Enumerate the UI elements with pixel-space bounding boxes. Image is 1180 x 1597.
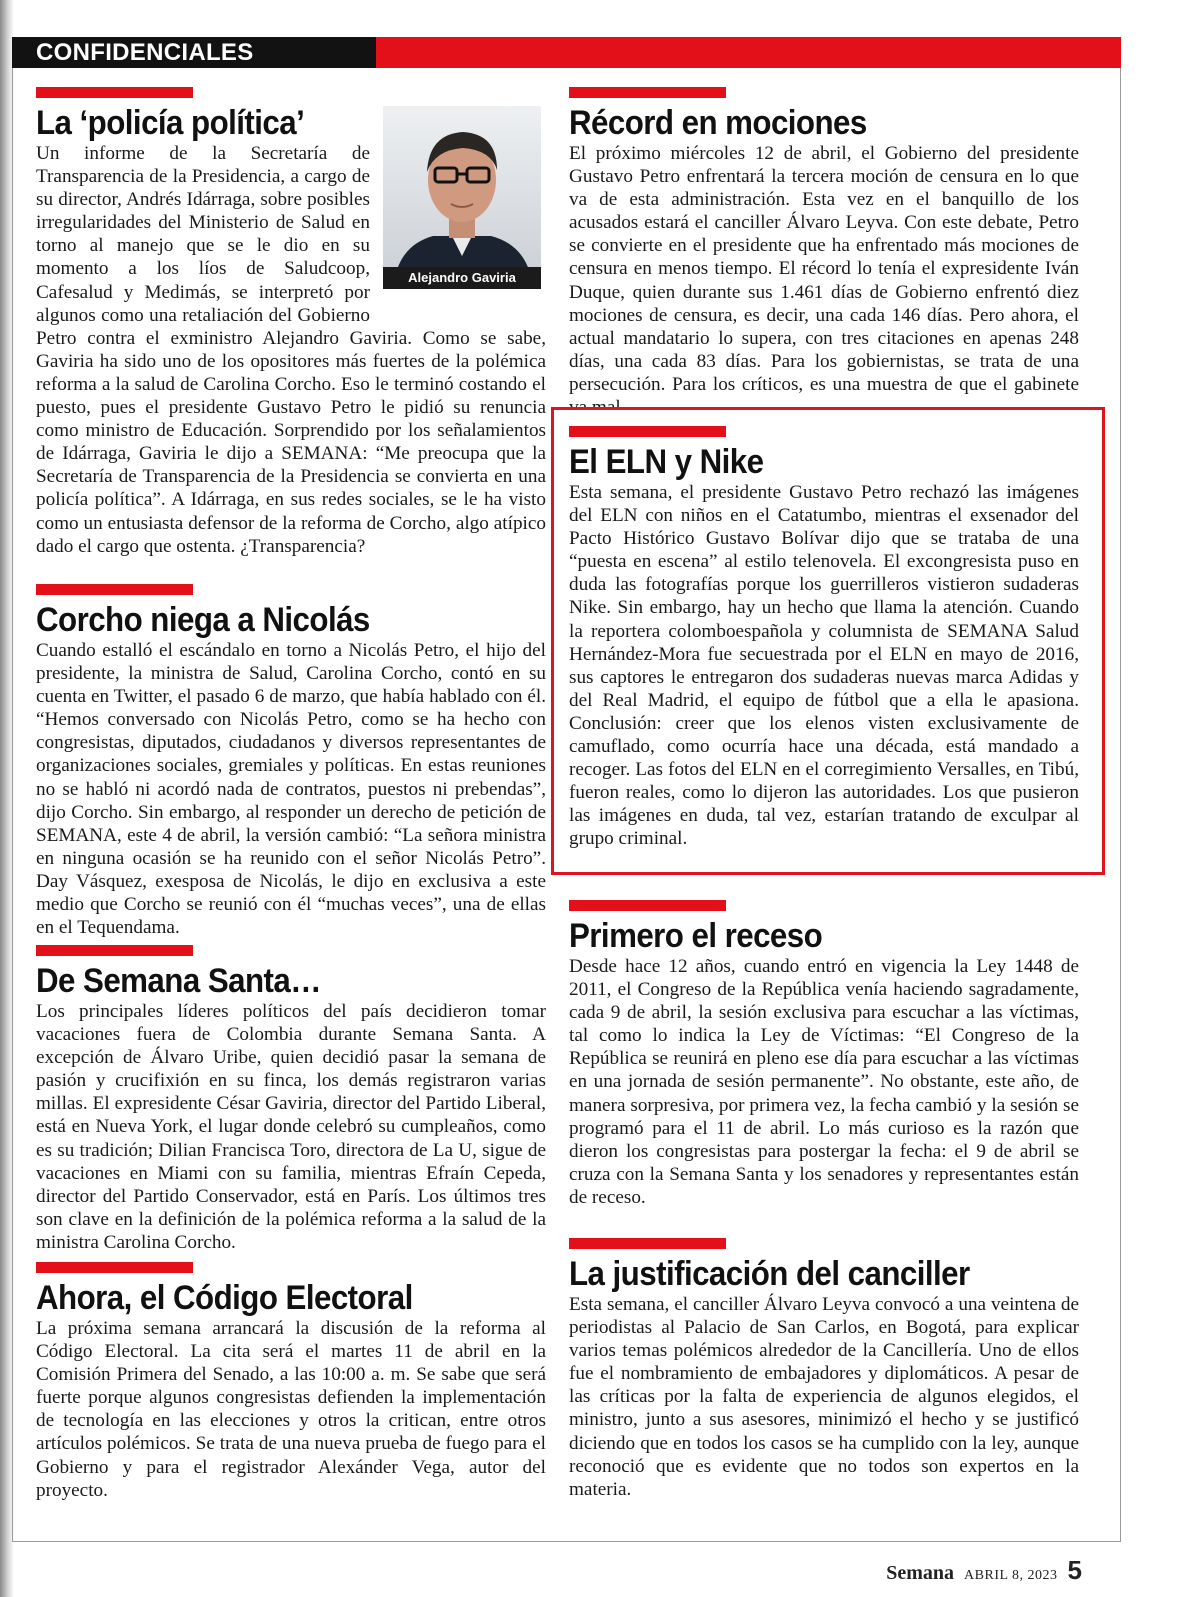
article-accent-bar: [36, 87, 193, 98]
photo-caption: Alejandro Gaviria: [383, 267, 541, 289]
article-accent-bar: [569, 87, 726, 98]
article-accent-bar: [36, 584, 193, 595]
article-semana-santa: [36, 945, 546, 1254]
article-body: Cuando estalló el escándalo en torno a Nicolás Petro, el hijo del presidente, la ministra de Salud, Carolina Corcho, contó en su cuenta en Twitter, el pasado 6 de marzo, que había hablado con él. “Hemos conversado con Nicolás Petro, como se ha hecho con congresistas, diputados, ciudadanos y diversos representantes de organizaciones sociales, gremiales y políticas. En estas reuniones no se habló ni acordó nada de contratos, puestos ni prebendas”, dijo Corcho. Sin embargo, al responder un derecho de petición de SEMANA, este 4 de abril, la versión cambió: “La señora ministra en ninguna ocasión se ha reunido con el señor Nicolás Petro”. Day Vásquez, exesposa de Nicolás, le dijo en exclusiva a este medio que Corcho se reunió con él “muchas veces”, una de ellas en el Tequendama.: [36, 640, 546, 939]
magazine-name: Semana: [886, 1562, 955, 1584]
article-canciller: [569, 1238, 1079, 1501]
issue-date: ABRIL 8, 2023: [964, 1568, 1058, 1583]
portrait-illustration: [383, 106, 541, 289]
article-body: Esta semana, el presidente Gustavo Petro rechazó las imágenes del ELN con niños en el Catatumbo, mientras el exsenador del Pacto Histórico Gustavo Bolívar dijo que se trataba de una “puesta en escena” al estilo telenovela. El excongresista puso en duda las fotografías porque los guerrilleros vistieron sudaderas Nike. Sin embargo, hay un hecho que llama la atención. Cuando la reportera colomboespañola y columnista de SEMANA Salud Hernández-Mora fue secuestrada por el ELN en mayo de 2016, sus captores le entregaron dos sudaderas nuevas marca Adidas y del Real Madrid, el equipo de fútbol que a ella le apasiona. Conclusión: creer que los elenos visten exclusivamente de camuflado, como ocurría hace una década, está mandado a recoger. Las fotos del ELN en el corregimiento Versalles, en Tibú, fueron reales, como lo dijeron las autoridades. Los que pusieron las imágenes en duda, tal vez, estarían tratando de exculpar al grupo criminal.: [569, 482, 1079, 850]
article-corcho: [36, 584, 546, 939]
portrait-photo: [383, 106, 541, 289]
article-title: Primero el receso: [569, 917, 823, 955]
article-accent-bar: [36, 945, 193, 956]
article-title: Corcho niega a Nicolás: [36, 601, 370, 639]
article-eln: [569, 426, 1079, 851]
article-body: Los principales líderes políticos del país decidieron tomar vacaciones fuera de Colombia durante Semana Santa. A excepción de Álvaro Uribe, quien decidió pasar la semana de pasión y crucifixión en su finca, los demás registraron varias millas. El expresidente César Gaviria, director del Partido Liberal, está en Nueva York, el lugar donde celebró su cumpleaños, como es su tradición; Dilian Francisca Toro, directora de La U, sigue de vacaciones en Miami con su familia, mientras Efraín Cepeda, director del Partido Conservador, está en París. Los últimos tres son clave en la definición de la polémica reforma a la salud de la ministra Carolina Corcho.: [36, 1001, 546, 1253]
article-title: Ahora, el Código Electoral: [36, 1279, 413, 1317]
article-accent-bar: [569, 1238, 726, 1249]
article-accent-bar: [36, 1262, 193, 1273]
article-body: Desde hace 12 años, cuando entró en vigencia la Ley 1448 de 2011, el Congreso de la República venía haciendo sagradamente, cada 9 de abril, la sesión exclusiva para escuchar a las víctimas, tal como lo indica la Ley de Víctimas: “El Congreso de la República se reunirá en pleno ese día para escuchar a las víctimas en una jornada de sesión permanente”. No obstante, este año, de manera sorpresiva, por primera vez, la fecha cambió y la sesión se programó para el 11 de abril. Lo más curioso es la razón que dieron los congresistas para postergar la fecha: el 9 de abril se cruza con la Semana Santa y los senadores y representantes están de receso.: [569, 956, 1079, 1208]
article-body: La próxima semana arrancará la discusión de la reforma al Código Electoral. La cita será el martes 11 de abril en la Comisión Primera del Senado, a las 10:00 a. m. Se sabe que será fuerte porque algunos congresistas defienden la implementación de tecnología en las elecciones y otros la critican, entre otros artículos polémicos. Se trata de una nueva prueba de fuego para el Gobierno y para el registrador Alexánder Vega, autor del proyecto.: [36, 1318, 546, 1501]
article-record: [569, 87, 1079, 405]
article-body: Esta semana, el canciller Álvaro Leyva convocó a una veintena de periodistas al Palacio de San Carlos, en Bogotá, para explicar varios temas polémicos alrededor de la Cancillería. Uno de ellos fue el nombramiento de embajadores y diplomáticos. A pesar de las críticas por la falta de experiencia de algunos elegidos, el ministro, junto a sus asesores, minimizó el hecho y se justificó diciendo que en todos los casos se ha cumplido con la ley, aunque reconoció que es evidente que no todos son expertos en la materia.: [569, 1294, 1079, 1500]
section-header-red: [376, 37, 1121, 68]
article-accent-bar: [569, 426, 726, 437]
article-title: El ELN y Nike: [569, 443, 764, 481]
page-number: 5: [1067, 1555, 1082, 1585]
section-title: CONFIDENCIALES: [36, 39, 254, 66]
article-title: La ‘policía política’: [36, 104, 305, 142]
article-receso: [569, 900, 1079, 1209]
article-body: Un informe de la Secretaría de Transparencia de la Presidencia, a cargo de su director, Andrés Idárraga, sobre posibles irregularidades del Ministerio de Salud en torno al manejo que se le dio en su momento a los líos de Saludcoop, Cafesalud y Medimás, se interpretó por algunos como una retaliación del Gobierno Petro contra el exministro Alejandro Gaviria. Como se sabe, Gaviria ha sido uno de los opositores más fuertes de la polémica reforma a la salud de Carolina Corcho. Eso le terminó costando el puesto, pues el presidente Gustavo Petro le pidió su renuncia como ministro de Educación. Sorprendido por los señalamientos de Idárraga, Gaviria le dijo a SEMANA: “Me preocupa que la Secretaría de Transparencia de la Presidencia se convierta en una policía política”. A Idárraga, en sus redes sociales, se le ha visto como un entusiasta defensor de la reforma de Corcho, algo atípico dado el cargo que ostenta. ¿Transparencia?: [36, 143, 546, 557]
article-title: De Semana Santa…: [36, 962, 321, 1000]
article-codigo: [36, 1262, 546, 1502]
article-title: La justificación del canciller: [569, 1255, 970, 1293]
page-footer: [886, 1555, 1082, 1585]
article-title: Récord en mociones: [569, 104, 867, 142]
article-body: El próximo miércoles 12 de abril, el Gobierno del presidente Gustavo Petro enfrentará la tercera moción de censura en lo que va de esta administración. Esta vez en el banquillo de los acusados estará el canciller Álvaro Leyva. Con este debate, Petro se convierte en el presidente que ha enfrentado más mociones de censura en menos tiempo. El récord lo tenía el expresidente Iván Duque, quien durante sus 1.461 días de Gobierno enfrentó diez mociones de censura, es decir, una cada 146 días. Pero ahora, el actual mandatario lo supera, con tres citaciones en apenas 248 días, una cada 83 días. Para los gobiernistas, se trata de una persecución. Para los críticos, es una muestra de que el gabinete: [569, 143, 1079, 395]
article-accent-bar: [569, 900, 726, 911]
